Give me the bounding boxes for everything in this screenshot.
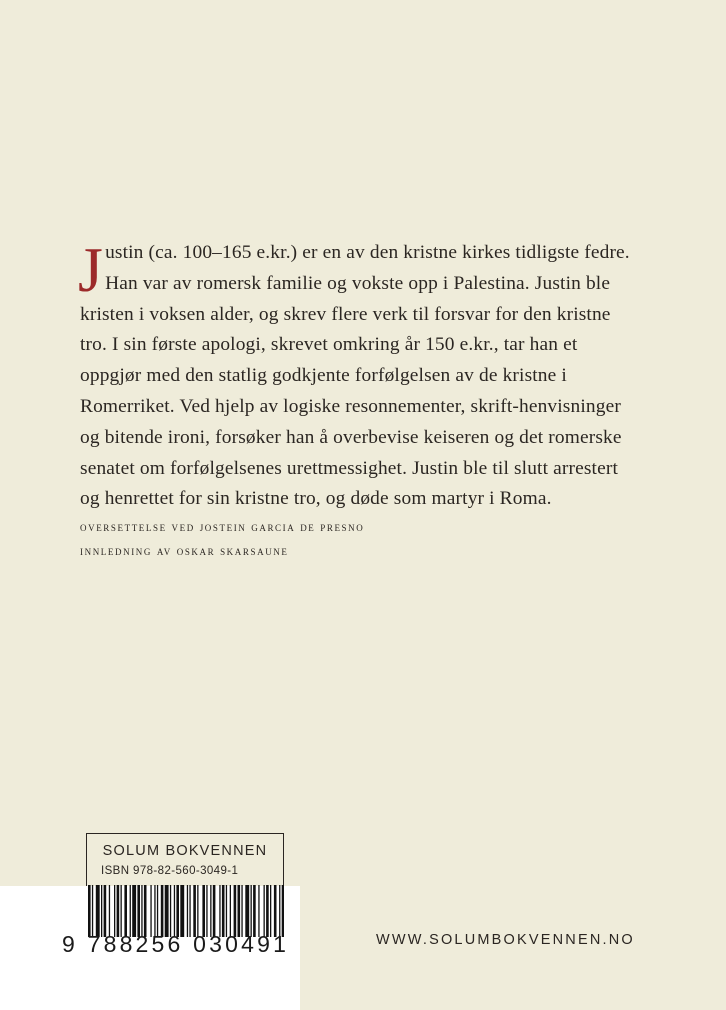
barcode-bar — [124, 885, 127, 937]
barcode-bar — [230, 885, 231, 937]
barcode-bar — [144, 885, 147, 937]
barcode-bar — [174, 885, 175, 937]
barcode-bar — [251, 885, 252, 937]
barcode-bar — [96, 885, 100, 937]
barcode-bar — [121, 885, 122, 937]
barcode-bar — [154, 885, 155, 937]
barcode-bar — [234, 885, 237, 937]
barcode-bar — [130, 885, 131, 937]
barcode-bar — [187, 885, 188, 937]
barcode-bar — [132, 885, 136, 937]
back-cover-description — [78, 234, 640, 515]
barcode-bar — [202, 885, 205, 937]
barcode-bar — [157, 885, 158, 937]
barcode-digits: 9 788256 030491 — [62, 931, 290, 957]
barcode-bar — [258, 885, 259, 937]
barcode-bar — [206, 885, 207, 937]
drop-cap: J — [78, 234, 104, 305]
barcode-bar — [101, 885, 102, 937]
barcode-bar — [245, 885, 249, 937]
barcode-bar — [197, 885, 198, 937]
barcode-bar — [266, 885, 269, 937]
barcode-bar — [150, 885, 151, 937]
barcode-bar — [109, 885, 110, 937]
barcode-bar — [92, 885, 93, 937]
barcode-bar — [253, 885, 256, 937]
isbn-number: ISBN 978-82-560-3049-1 — [101, 865, 239, 877]
barcode-bar — [88, 885, 91, 937]
barcode-bar — [264, 885, 265, 937]
introduction-credit: innledning av oskar skarsaune — [80, 543, 289, 558]
barcode-bar — [189, 885, 190, 937]
barcode-bar — [222, 885, 225, 937]
barcode-bar — [161, 885, 164, 937]
barcode-bar — [226, 885, 227, 937]
barcode — [86, 885, 284, 937]
barcode-bar — [238, 885, 241, 937]
barcode-bar — [279, 885, 280, 937]
barcode-bar — [180, 885, 184, 937]
barcode-bar — [210, 885, 211, 937]
barcode-bar — [170, 885, 171, 937]
description-text: ustin (ca. 100–165 e.kr.) er en av den kristne kirkes tidligste fedre. Han var av romersk familie og vokste opp i Palestina. Justin ble kristen i voksen alder, og skrev flere verk til forsvar for den kristne tro. I sin første apologi, skrevet omkring år 150 e.kr., tar han et oppgjør med den statlig godkjente forfølgelsen av de kristne i Romerriket. Ved hjelp av logiske resonnementer, skrift-henvisninger og bitende ironi, forsøker han å overbevise keiseren og det romerske senatet om forfølgelsenes urettmessighet. Justin ble til slutt arrestert og henrettet for sin kristne tro, og døde som martyr i Roma. — [80, 242, 630, 510]
barcode-bar — [104, 885, 107, 937]
barcode-bar — [137, 885, 140, 937]
website-url: WWW.SOLUMBOKVENNEN.NO — [376, 932, 635, 948]
barcode-bar — [117, 885, 120, 937]
barcode-bar — [282, 885, 284, 937]
barcode-bar — [274, 885, 277, 937]
credits — [80, 515, 364, 563]
barcode-bar — [114, 885, 115, 937]
description-paragraph — [78, 234, 640, 515]
barcode-bar — [193, 885, 196, 937]
barcode-bar — [219, 885, 220, 937]
barcode-bar — [141, 885, 142, 937]
isbn-box — [86, 833, 284, 886]
barcode-bar — [165, 885, 169, 937]
barcode-bar — [213, 885, 216, 937]
publisher-name: SOLUM BOKVENNEN — [102, 843, 268, 859]
barcode-bar — [241, 885, 242, 937]
barcode-bar — [176, 885, 179, 937]
barcode-bar — [270, 885, 271, 937]
translator-credit: oversettelse ved jostein garcia de presno — [80, 519, 365, 534]
